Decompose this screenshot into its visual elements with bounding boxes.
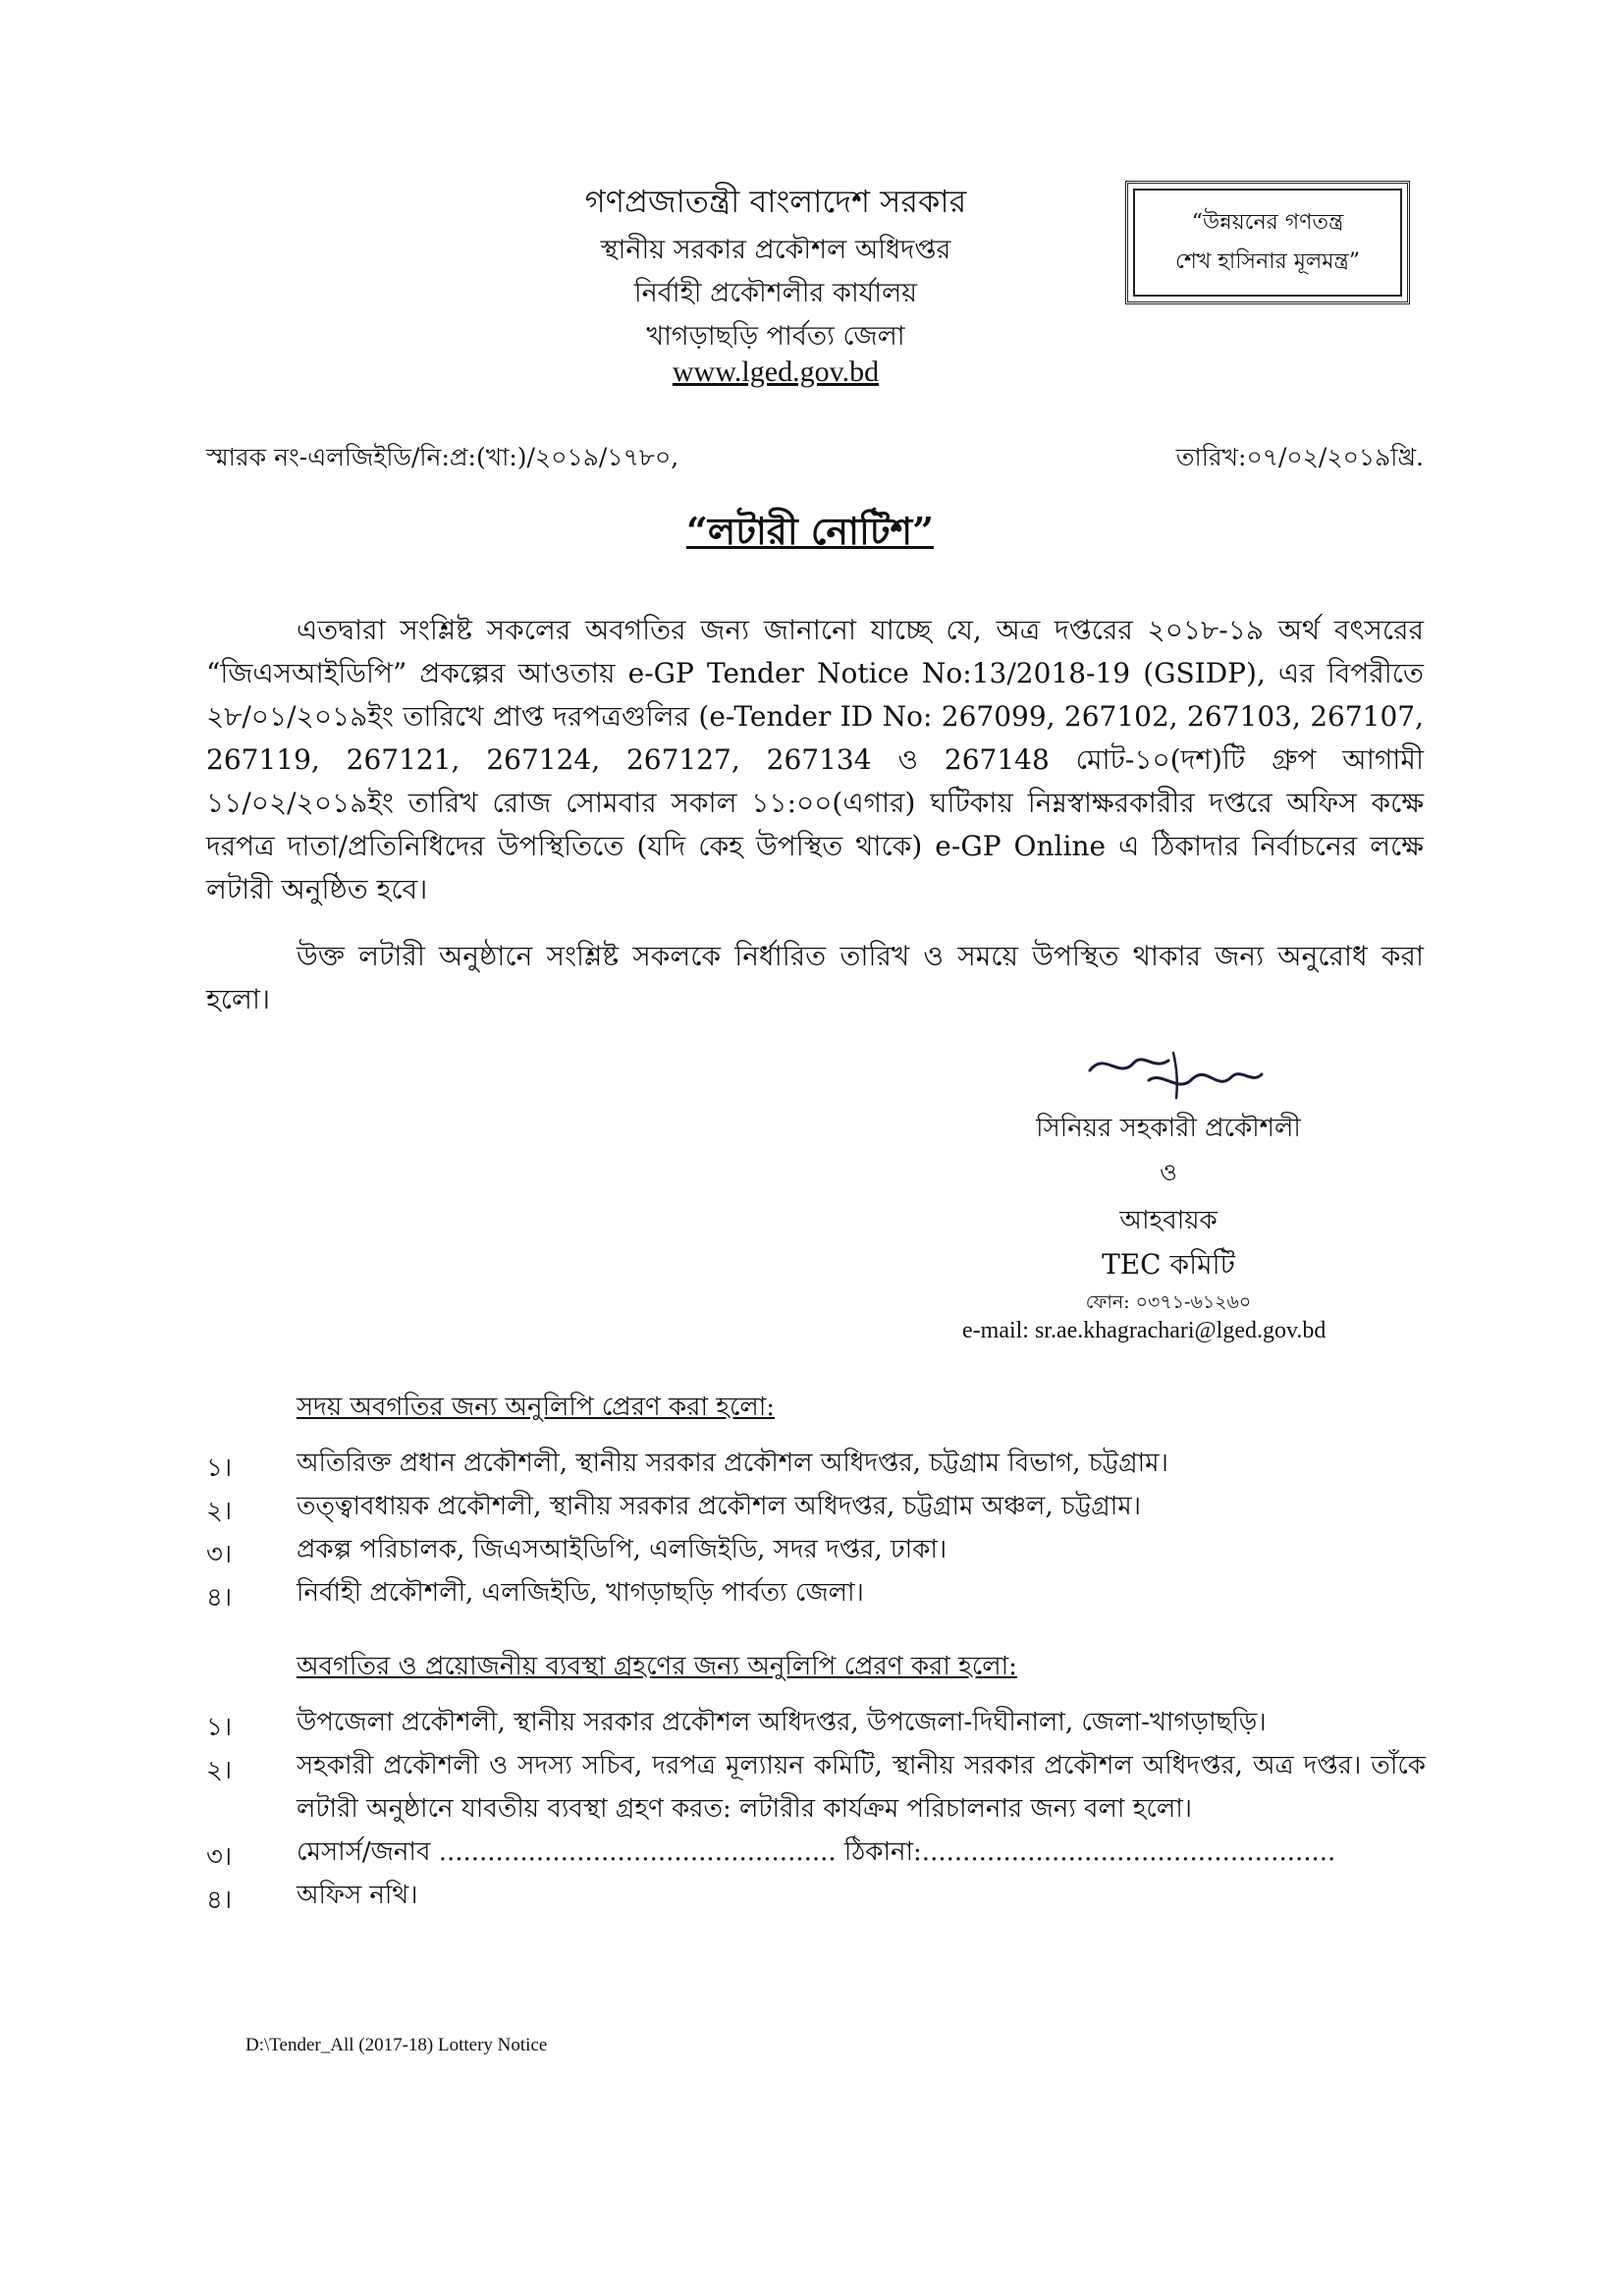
- list-item: তত্ত্বাবধায়ক প্রকৌশলী, স্থানীয় সরকার প্রকৌশল অধিদপ্তর, চট্টগ্রাম অঞ্চল, চট্টগ্রাম।: [297, 1492, 1142, 1521]
- signatory-designation: সিনিয়র সহকারী প্রকৌশলী: [1036, 1114, 1301, 1143]
- slogan-box: [1125, 181, 1410, 304]
- list-item-number: ১।: [206, 1713, 233, 1742]
- signatory-email: e-mail: sr.ae.khagrachari@lged.gov.bd: [962, 1318, 1326, 1343]
- list-item-number: ২।: [206, 1497, 233, 1526]
- list-item-number: ৩।: [206, 1842, 233, 1872]
- notice-title-text: “লটারী নোটিশ”: [686, 509, 934, 553]
- copies-info-heading-text: সদয় অবগতির জন্য অনুলিপি প্রেরণ করা হলো:: [297, 1393, 776, 1422]
- notice-paragraph-1: এতদ্বারা সংশ্লিষ্ট সকলের অবগতির জন্য জানানো যাচ্ছে যে, অত্র দপ্তরের ২০১৮-১৯ অর্থ বৎসরের “জিএসআইডিপি” প্রকল্পের আওতায় e-GP Tender Notice No:13/2018-19 (GSIDP), এর বিপরীতে ২৮/০১/২০১৯ইং তারিখে প্রাপ্ত দরপত্রগুলির (e-Tender ID No: 267099, 267102, 267103, 267107, 267119, 267121, 267124, 267127, 267134 ও 267148 মোট-১০(দশ)টি গ্রুপ আগামী ১১/০২/২০১৯ইং তারিখ রোজ সোমবার সকাল ১১:০০(এগার) ঘটিকায় নিম্নস্বাক্ষরকারীর দপ্তরে অফিস কক্ষে দরপত্র দাতা/প্রতিনিধিদের উপস্থিতিতে (যদি কেহ উপস্থিত থাকে) e-GP Online এ ঠিকাদার নির্বাচনের লক্ষে লটারী অনুষ্ঠিত হবে।: [206, 614, 1425, 905]
- signatory-committee: TEC কমিটি: [1102, 1248, 1235, 1281]
- list-item: অতিরিক্ত প্রধান প্রকৌশলী, স্থানীয় সরকার প্রকৌশল অধিদপ্তর, চট্টগ্রাম বিভাগ, চট্টগ্রাম।: [297, 1449, 1168, 1478]
- copies-action-heading-text: অবগতির ও প্রয়োজনীয় ব্যবস্থা গ্রহণের জন্য অনুলিপি প্রেরণ করা হলো:: [297, 1652, 1017, 1681]
- signatory-phone: ফোন: ০৩৭১-৬১২৬০: [1085, 1291, 1252, 1313]
- file-path-footer: D:\Tender_All (2017-18) Lottery Notice: [245, 2035, 548, 2055]
- list-item: নির্বাহী প্রকৌশলী, এলজিইডি, খাগড়াছড়ি পার্বত্য জেলা।: [297, 1578, 864, 1608]
- list-item-number: ৩।: [206, 1540, 233, 1569]
- signatory-role: আহবায়ক: [1119, 1206, 1218, 1235]
- slogan-line-2: শেখ হাসিনার মূলমন্ত্র”: [1174, 249, 1361, 274]
- list-item: উপজেলা প্রকৌশলী, স্থানীয় সরকার প্রকৌশল অধিদপ্তর, উপজেলা-দিঘীনালা, জেলা-খাগড়াছড়ি।: [297, 1708, 1267, 1737]
- list-item-number: ৪।: [206, 1583, 233, 1613]
- slogan-line-1: “উন্নয়নের গণতন্ত্র: [1191, 210, 1344, 235]
- signatory-and: ও: [1160, 1159, 1177, 1186]
- website-link[interactable]: [550, 355, 1001, 389]
- memo-reference: স্মারক নং-এলজিইডি/নি:প্র:(খা:)/২০১৯/১৭৮০,: [206, 443, 679, 471]
- list-item: প্রকল্প পরিচালক, জিএসআইডিপি, এলজিইডি, সদর দপ্তর, ঢাকা।: [297, 1535, 947, 1564]
- list-item: অফিস নথি।: [297, 1881, 418, 1910]
- list-item: মেসার্স/জনাব ................................................. ঠিকানা:...................................................: [297, 1837, 1336, 1867]
- memo-date: তারিখ:০৭/০২/২০১৯খ্রি.: [1175, 443, 1424, 471]
- department-name: স্থানীয় সরকার প্রকৌশল অধিদপ্তর: [600, 235, 951, 265]
- notice-title: [589, 503, 1031, 566]
- copies-info-heading: [297, 1387, 775, 1430]
- handwritten-signature-icon: [1060, 1041, 1296, 1110]
- signature-image: [1060, 1041, 1296, 1110]
- list-item-number: ৪।: [206, 1886, 233, 1915]
- list-item-number: ২।: [206, 1756, 233, 1785]
- notice-paragraph-2: উক্ত লটারী অনুষ্ঠানে সংশ্লিষ্ট সকলকে নির্ধারিত তারিখ ও সময়ে উপস্থিত থাকার জন্য অনুরোধ করা হলো।: [206, 940, 1424, 1015]
- govt-title: গণপ্রজাতন্ত্রী বাংলাদেশ সরকার: [584, 183, 967, 220]
- list-item-number: ১।: [206, 1453, 233, 1483]
- copies-action-heading: [297, 1646, 1017, 1689]
- office-name: নির্বাহী প্রকৌশলীর কার্যালয়: [633, 278, 918, 308]
- district-name: খাগড়াছড়ি পার্বত্য জেলা: [646, 321, 905, 352]
- list-item: সহকারী প্রকৌশলী ও সদস্য সচিব, দরপত্র মূল্যায়ন কমিটি, স্থানীয় সরকার প্রকৌশল অধিদপ্তর, অত্র দপ্তর। তাঁকে লটারী অনুষ্ঠানে যাবতীয় ব্যবস্থা গ্রহণ করত: লটারীর কার্যক্রম পরিচালনার জন্য বলা হলো।: [297, 1751, 1426, 1824]
- website-text: www.lged.gov.bd: [672, 355, 880, 388]
